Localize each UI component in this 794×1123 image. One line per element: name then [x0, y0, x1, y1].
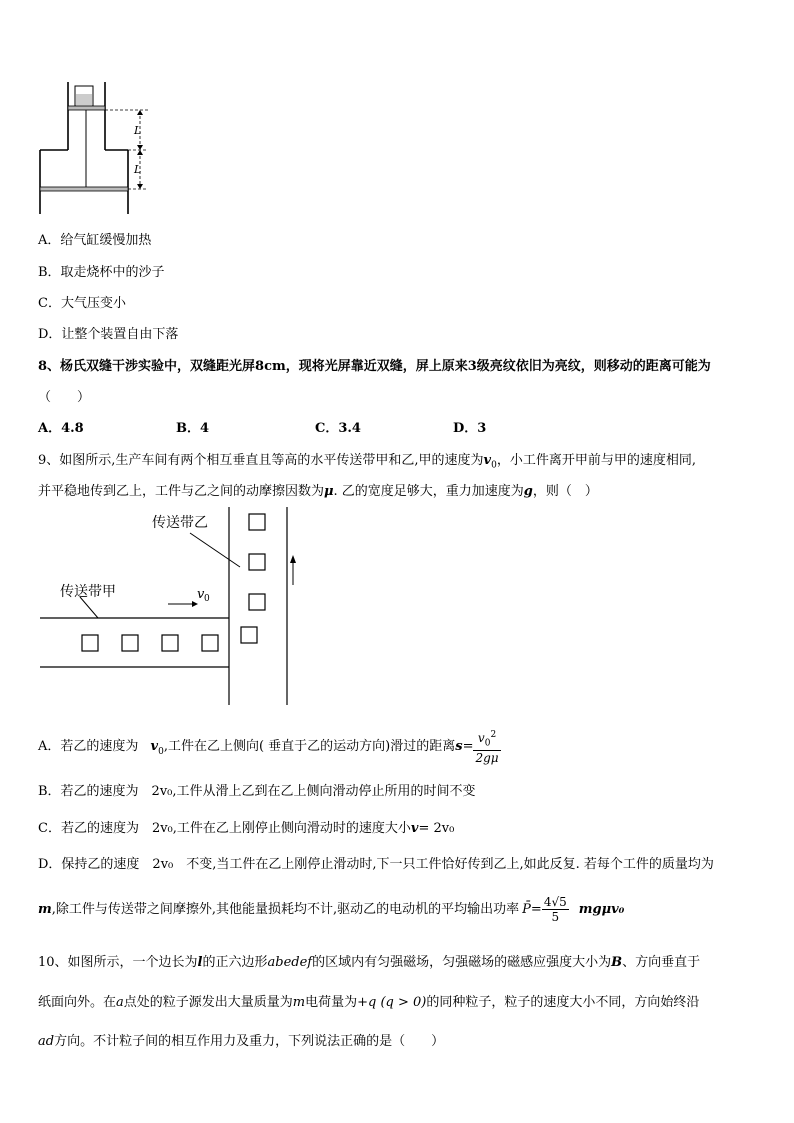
- q10-a-symbol: a: [116, 995, 124, 1010]
- q9-opt-a-v: v: [150, 739, 159, 755]
- q9-stem-line2: [38, 480, 598, 499]
- q9-opt-a-text: A．若乙的速度为: [38, 739, 139, 755]
- q9-opt-d-den: 5: [551, 910, 560, 924]
- belt-jia-label: 传送带甲: [60, 584, 116, 600]
- q9-opt-d-tail: mgμv₀: [578, 902, 625, 917]
- q7-option-a: A．给气缸缓慢加热: [38, 233, 152, 248]
- q9-opt-a-v-sub: 0: [158, 746, 164, 757]
- q10-text-f: 点处的粒子源发出大量质量为: [123, 995, 293, 1010]
- label-L-lower: L: [134, 163, 142, 176]
- q9-option-d-line2: [38, 895, 624, 924]
- q9-opt-d-fraction: [542, 895, 569, 924]
- q8-option-d: D．3: [453, 421, 487, 436]
- q9-option-a: [38, 728, 501, 765]
- q8-stem-line2: （ ）: [38, 390, 91, 405]
- q9-opt-c-eq: = 2v₀: [418, 821, 455, 836]
- q9-stem-text-d: . 乙的宽度足够大，重力加速度为: [333, 484, 524, 499]
- q9-opt-a-num-sup: 2: [490, 730, 497, 740]
- label-L-upper: L: [134, 124, 142, 137]
- q10-text-c: 的区域内有匀强磁场，匀强磁场的磁感应强度大小为: [312, 955, 612, 970]
- q8-option-b: B．4: [176, 421, 210, 436]
- q10-hex-symbol: abedef: [267, 955, 313, 970]
- q10-q-symbol: +q (q > 0): [357, 995, 427, 1010]
- q9-g-symbol: g: [523, 484, 533, 499]
- q9-mu-symbol: μ: [324, 484, 334, 499]
- q10-text-b: 的正六边形: [202, 955, 268, 970]
- cylinder-diagram: [30, 80, 160, 220]
- q10-line1: [38, 951, 700, 970]
- conveyor-diagram: [40, 505, 330, 710]
- q9-stem-line1: [38, 449, 696, 471]
- q9-opt-d-P: P̄: [522, 902, 531, 917]
- q9-opt-a-fraction: [473, 728, 500, 765]
- q9-opt-a-eq: =: [462, 739, 474, 755]
- q9-v0-symbol: v: [483, 453, 492, 468]
- q7-option-b: B．取走烧杯中的沙子: [38, 265, 165, 280]
- q9-opt-a-num: v: [477, 731, 485, 745]
- q9-option-d-line1: D．保持乙的速度 2v₀ 不变,当工件在乙上刚停止滑动时,下一只工件恰好传到乙上,如此反复. 若每个工件的质量均为: [38, 857, 714, 872]
- q9-stem-text-b: ，小工件离开甲前与甲的速度相同,: [496, 453, 696, 468]
- q8-option-c: C．3.4: [315, 421, 361, 436]
- q9-opt-d-eq: =: [530, 902, 542, 917]
- q9-stem-text-a: 9、如图所示,生产车间有两个相互垂直且等高的水平传送带甲和乙,甲的速度为: [38, 453, 484, 468]
- velocity-label: v: [197, 587, 205, 602]
- q9-opt-c-v: v: [410, 821, 419, 836]
- q9-stem-text-c: 并平稳地传到乙上，工件与乙之间的动摩擦因数为: [38, 484, 325, 499]
- q10-line2: [38, 991, 699, 1010]
- q10-B-symbol: B: [611, 955, 623, 970]
- q10-text-d: 、方向垂直于: [622, 955, 701, 970]
- q9-opt-a-den: 2gμ: [475, 751, 499, 766]
- q10-text-a: 10、如图所示，一个边长为: [38, 955, 198, 970]
- q10-text-e: 纸面向外。在: [38, 995, 117, 1010]
- q9-stem-text-e: ，则（ ）: [532, 484, 598, 499]
- q10-text-g: 电荷量为: [305, 995, 358, 1010]
- q8-option-a: A．4.8: [38, 421, 84, 436]
- q9-option-b: B．若乙的速度为 2v₀,工件从滑上乙到在乙上侧向滑动停止所用的时间不变: [38, 784, 476, 799]
- q10-l-symbol: l: [197, 955, 203, 970]
- q10-ad-symbol: ad: [38, 1034, 55, 1049]
- q9-opt-a-num-sub: 0: [484, 738, 491, 749]
- q7-option-c: C．大气压变小: [38, 296, 126, 311]
- q9-opt-d-num: 4√5: [543, 895, 567, 909]
- belt-yi-label: 传送带乙: [152, 515, 208, 531]
- q8-stem-line1: 8、杨氏双缝干涉实验中，双缝距光屏8cm，现将光屏靠近双缝，屏上原来3级亮纹依旧为亮纹，则移动的距离可能为: [38, 359, 711, 374]
- q10-text-h: 的同种粒子，粒子的速度大小不同，方向始终沿: [426, 995, 700, 1010]
- q10-line3: [38, 1030, 444, 1049]
- q9-opt-a-s: s: [455, 739, 463, 755]
- q9-opt-c-text: C．若乙的速度为 2v₀,工件在乙上刚停止侧向滑动时的速度大小: [38, 821, 411, 836]
- q10-text-i: 方向。不计粒子间的相互作用力及重力，下列说法正确的是（ ）: [54, 1034, 445, 1049]
- q10-m-symbol: m: [292, 995, 306, 1010]
- q9-v0-sub: 0: [491, 460, 497, 471]
- q9-opt-d-text: ,除工件与传送带之间摩擦外,其他能量损耗均不计,驱动乙的电动机的平均输出功率: [51, 902, 520, 917]
- q9-opt-d-m: m: [38, 902, 52, 917]
- q7-option-d: D．让整个装置自由下落: [38, 327, 179, 342]
- velocity-label-sub: 0: [204, 594, 210, 604]
- q9-opt-a-text2: ,工件在乙上侧向( 垂直于乙的运动方向)滑过的距离: [163, 739, 456, 755]
- q9-option-c: [38, 817, 454, 836]
